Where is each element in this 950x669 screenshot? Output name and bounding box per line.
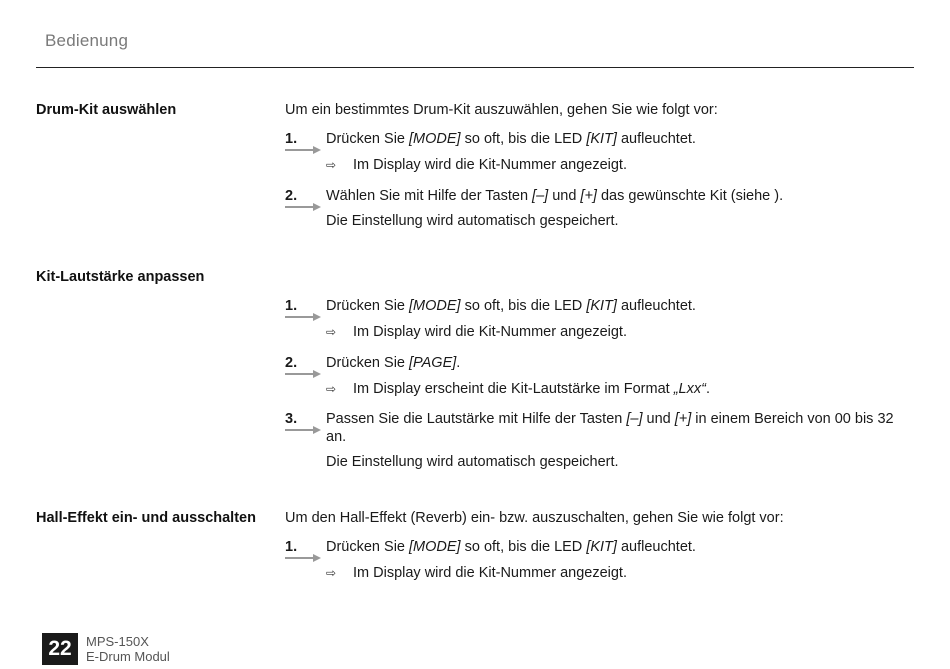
step-result: ⇨ Im Display wird die Kit-Nummer angezeigt.	[326, 157, 627, 173]
step-arrow-icon	[285, 313, 321, 321]
step-arrow-icon	[285, 146, 321, 154]
step-number: 2.	[285, 355, 298, 371]
step-result: ⇨ Im Display wird die Kit-Nummer angezeigt.	[326, 565, 627, 581]
step-text: Drücken Sie [MODE] so oft, bis die LED [KIT] aufleuchtet.	[326, 539, 696, 555]
step-text: Passen Sie die Lautstärke mit Hilfe der Tasten [–] und [+] in einem Bereich von 00 bis 32 an.	[326, 411, 894, 445]
step-text: Wählen Sie mit Hilfe der Tasten [–] und [+] das gewünschte Kit (siehe ).	[326, 188, 784, 204]
section-heading: Kit-Lautstärke anpassen	[36, 269, 205, 285]
section-intro: Um ein bestimmtes Drum-Kit auszuwählen, gehen Sie wie folgt vor:	[285, 102, 718, 118]
section-intro: Um den Hall-Effekt (Reverb) ein- bzw. auszuschalten, gehen Sie wie folgt vor:	[285, 510, 784, 526]
header-divider	[36, 67, 914, 68]
step-number: 2.	[285, 188, 298, 204]
step-text: Drücken Sie [MODE] so oft, bis die LED [KIT] aufleuchtet.	[326, 298, 696, 314]
step-number: 1.	[285, 539, 298, 555]
step-arrow-icon	[285, 426, 321, 434]
footer-model-name: MPS-150X	[86, 634, 149, 649]
result-arrow-icon: ⇨	[326, 566, 337, 580]
step-number: 1.	[285, 298, 298, 314]
step-text: Drücken Sie [MODE] so oft, bis die LED [KIT] aufleuchtet.	[326, 131, 696, 147]
step-result: ⇨ Im Display erscheint die Kit-Lautstärke im Format „Lxx“.	[326, 381, 710, 397]
step-arrow-icon	[285, 370, 321, 378]
step-note: Die Einstellung wird automatisch gespeichert.	[326, 213, 619, 229]
step-arrow-icon	[285, 554, 321, 562]
footer-product-info	[86, 634, 170, 664]
footer-product-name: E-Drum Modul	[86, 649, 170, 664]
result-arrow-icon: ⇨	[326, 382, 337, 396]
step-arrow-icon	[285, 203, 321, 211]
step-result: ⇨ Im Display wird die Kit-Nummer angezeigt.	[326, 324, 627, 340]
step-number: 1.	[285, 131, 298, 147]
section-heading: Hall-Effekt ein- und ausschalten	[36, 510, 256, 526]
page-header-title: Bedienung	[45, 31, 129, 50]
step-text: Drücken Sie [PAGE].	[326, 355, 461, 371]
result-arrow-icon: ⇨	[326, 325, 337, 339]
step-number: 3.	[285, 411, 298, 427]
section-heading: Drum-Kit auswählen	[36, 102, 177, 118]
result-arrow-icon: ⇨	[326, 158, 337, 172]
step-note: Die Einstellung wird automatisch gespeichert.	[326, 454, 619, 470]
page-number-badge: 22	[42, 633, 78, 665]
